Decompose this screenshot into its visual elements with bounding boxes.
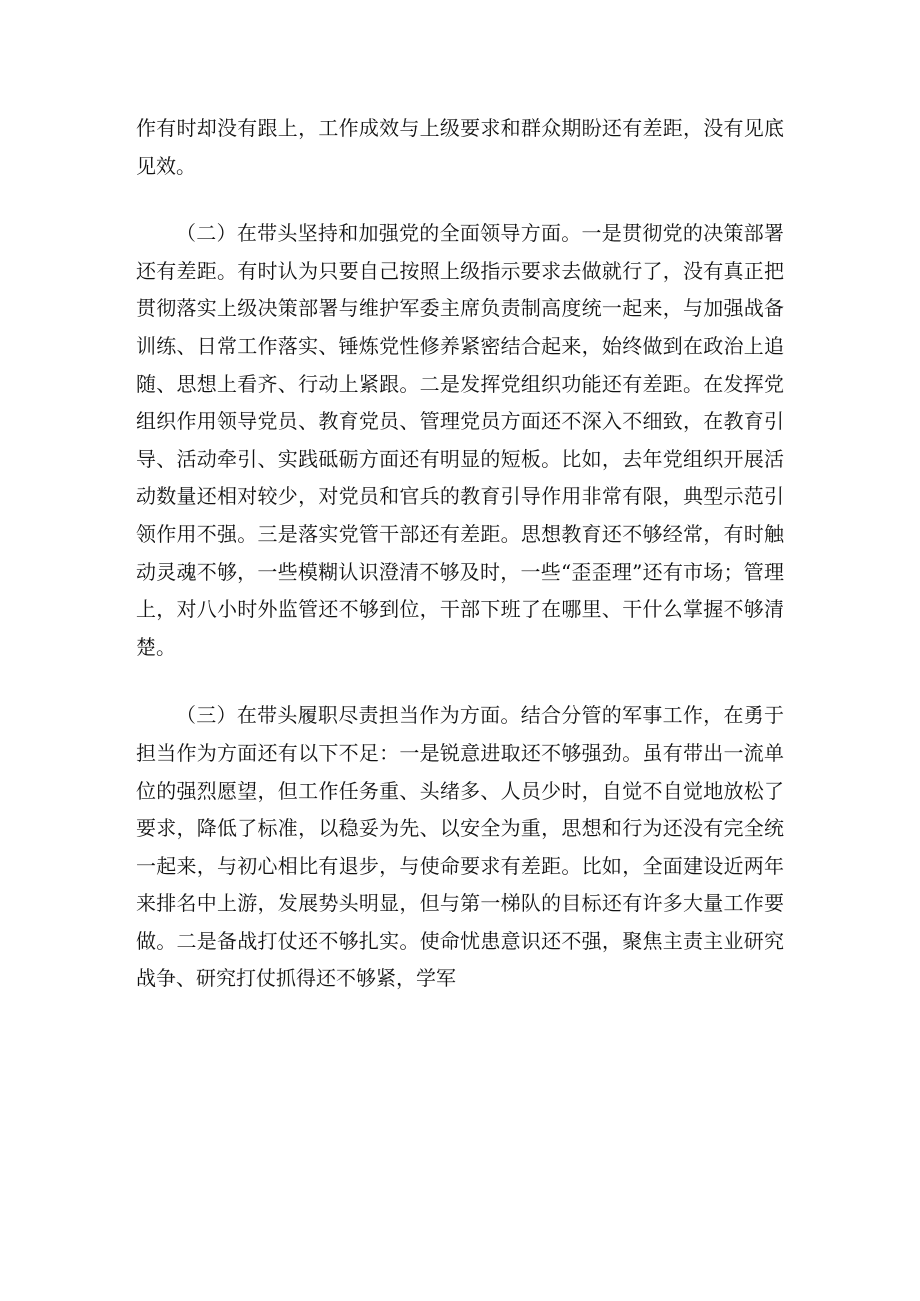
paragraph-section-three: （三）在带头履职尽责担当作为方面。结合分管的军事工作，在勇于担当作为方面还有以下不足：一是锐意进取还不够强劲。虽有带出一流单位的强烈愿望，但工作任务重、头绪多、人员少时，自觉不自觉地放松了要求，降低了标准，以稳妥为先、以安全为重，思想和行为还没有完全统一起来，与初心相比有退步，与使命要求有差距。比如，全面建设近两年来排名中上游，发展势头明显，但与第一梯队的目标还有许多大量工作要做。二是备战打仗还不够扎实。使命忧患意识还不强，聚焦主责主业研究战争、研究打仗抓得还不够紧，学军	[136, 703, 784, 991]
paragraph-continuation: 作有时却没有跟上，工作成效与上级要求和群众期盼还有差距，没有见底见效。	[136, 116, 784, 178]
document-body	[136, 110, 784, 998]
paragraph-section-two: （二）在带头坚持和加强党的全面领导方面。一是贯彻党的决策部署还有差距。有时认为只要自己按照上级指示要求去做就行了，没有真正把贯彻落实上级决策部署与维护军委主席负责制高度统一起来，与加强战备训练、日常工作落实、锤炼党性修养紧密结合起来，始终做到在政治上追随、思想上看齐、行动上紧跟。二是发挥党组织功能还有差距。在发挥党组织作用领导党员、教育党员、管理党员方面还不深入不细致，在教育引导、活动牵引、实践砥砺方面还有明显的短板。比如，去年党组织开展活动数量还相对较少，对党员和官兵的教育引导作用非常有限，典型示范引领作用不强。三是落实党管干部还有差距。思想教育还不够经常，有时触动灵魂不够，一些模糊认识澄清不够及时，一些“歪歪理”还有市场；管理上，对八小时外监管还不够到位，干部下班了在哪里、干什么掌握不够清楚。	[136, 221, 784, 659]
